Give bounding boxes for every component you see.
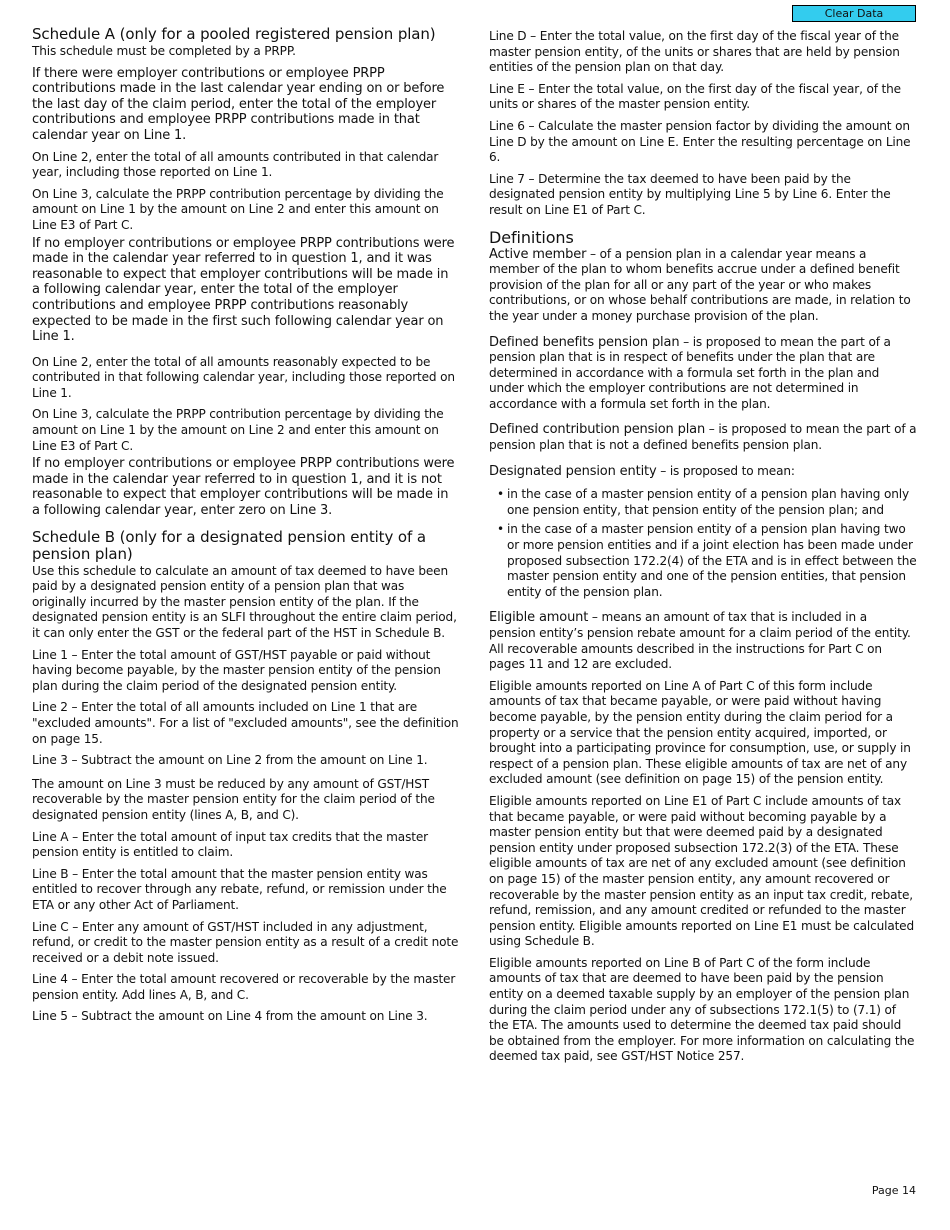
eligible-amount-paragraph: Eligible amounts reported on Line B of Part C of the form include amounts of tax that are deemed to have been paid by the pension entity on a deemed taxable supply by an employer of the pension plan during the claim period under any of subsections 172.1(5) to (7.1) of the ETA. The amounts used to determine the deemed tax paid should be obtained from the employer. For more information on calculating the deemed tax paid, see GST/HST Notice 257. bbox=[489, 955, 915, 1064]
definition-active-member bbox=[489, 247, 917, 325]
definition-text: – is proposed to mean the part of a pension plan that is not a defined benefits pension plan. bbox=[489, 422, 917, 453]
schedule-b-line-4: Line 4 – Enter the total amount recovered or recoverable by the master pension entity. Add lines A, B, and C. bbox=[32, 972, 456, 1002]
list-item-text: in the case of a master pension entity of a pension plan having two or more pension entities and if a joint election has been made under proposed subsection 172.2(4) of the ETA and is in effect between the master pension entity and one of the pension entities, that pension entity of the pension plan. bbox=[507, 522, 917, 599]
schedule-b-line-3-note: The amount on Line 3 must be reduced by any amount of GST/HST recoverable by the master pension entity for the claim period of the designated pension entity (lines A, B, and C). bbox=[32, 776, 435, 822]
schedule-a-paragraph: If no employer contributions or employee PRPP contributions were made in the calendar year referred to in question 1, and it is not reasonable to expect that employer contributions will be made in a following calendar year, enter zero on Line 3. bbox=[32, 456, 455, 519]
list-item bbox=[497, 522, 917, 600]
schedule-b-line-d: Line D – Enter the total value, on the first day of the fiscal year of the master pension entity, of the units or shares that are held by pension entities of the pension plan on that day. bbox=[489, 29, 900, 75]
schedule-a-paragraph: If no employer contributions or employee PRPP contributions were made in the calendar year referred to in question 1, and it was reasonable to expect that employer contributions will be made in a following calendar year, enter the total of the employer contributions and employee PRPP contributions reasonably expected to be made in the first such following calendar year on Line 1. bbox=[32, 235, 455, 345]
right-column bbox=[489, 26, 917, 1071]
clear-data-button[interactable]: Clear Data bbox=[792, 5, 916, 22]
schedule-a-paragraph: On Line 3, calculate the PRPP contribution percentage by dividing the amount on Line 1 by the amount on Line 2 and enter this amount on Line E3 of Part C. bbox=[32, 186, 444, 232]
eligible-amount-paragraph: Eligible amounts reported on Line E1 of Part C include amounts of tax that became payable, or were paid without becoming payable by a master pension entity but that were deemed paid by a designated pension entity under proposed subsection 172.2(3) of the ETA. These eligible amounts of tax are net of any excluded amount (see definition on page 15) of the master pension entity, any amount recovered or recoverable by the master pension entity as an input tax credit, rebate, refund, remission, and any amount credited or refunded to the master pension entity. Eligible amounts reported on Line E1 must be calculated using Schedule B. bbox=[489, 793, 914, 949]
schedule-a-intro: This schedule must be completed by a PRPP. bbox=[32, 44, 296, 58]
bullet-icon: • bbox=[497, 522, 504, 537]
definition-text: – is proposed to mean: bbox=[656, 463, 795, 478]
schedule-b-line-1: Line 1 – Enter the total amount of GST/HST payable or paid without having become payable, by the master pension entity of the pension plan during the claim period of the designated pension entity. bbox=[32, 647, 441, 693]
definition-text: – means an amount of tax that is included in a pension entity’s pension rebate amount for a claim period of the entity. All recoverable amounts described in the instructions for Part C on pages 11 and 12 are excluded. bbox=[489, 610, 911, 672]
schedule-a-paragraph: On Line 2, enter the total of all amounts reasonably expected to be contributed in that following calendar year, including those reported on Line 1. bbox=[32, 354, 455, 400]
designated-bullet-list bbox=[489, 487, 917, 600]
definition-term: Eligible amount bbox=[489, 610, 589, 626]
schedule-a-paragraph: On Line 3, calculate the PRPP contribution percentage by dividing the amount on Line 1 by the amount on Line 2 and enter this amount on Line E3 of Part C. bbox=[32, 407, 444, 453]
definition-term: Active member bbox=[489, 246, 587, 262]
list-item bbox=[497, 487, 917, 518]
definition-term: Defined benefits pension plan bbox=[489, 334, 680, 350]
left-column bbox=[32, 26, 460, 1031]
schedule-a-paragraph: On Line 2, enter the total of all amounts contributed in that calendar year, including those reported on Line 1. bbox=[32, 149, 439, 180]
definition-defined-contribution bbox=[489, 422, 917, 453]
schedule-b-line-c: Line C – Enter any amount of GST/HST included in any adjustment, refund, or credit to the master pension entity as a result of a credit note received or a debit note issued. bbox=[32, 919, 459, 965]
schedule-a-paragraph: If there were employer contributions or employee PRPP contributions made in the last calendar year ending on or before the last day of the claim period, enter the total of the employer contributions and employee PRPP contributions made in that calendar year on Line 1. bbox=[32, 65, 445, 143]
schedule-b-line-3: Line 3 – Subtract the amount on Line 2 from the amount on Line 1. bbox=[32, 753, 428, 768]
schedule-b-title: Schedule B (only for a designated pension entity of a pension plan) bbox=[32, 527, 426, 563]
eligible-amount-paragraph: Eligible amounts reported on Line A of Part C of this form include amounts of tax that became payable, or were paid without having become payable, by the pension entity during the claim period for a property or a service that the pension entity acquired, imported, or brought into a participating province for consumption, use, or supply in respect of a pension plan. These eligible amounts of tax are net of any excluded amount (see definition on page 15) of the pension entity. bbox=[489, 678, 911, 787]
definitions-title: Definitions bbox=[489, 227, 574, 247]
schedule-b-line-b: Line B – Enter the total amount that the master pension entity was entitled to recover through any rebate, refund, or remission under the ETA or any other Act of Parliament. bbox=[32, 866, 447, 912]
definition-term: Defined contribution pension plan bbox=[489, 422, 706, 438]
page-number: Page 14 bbox=[871, 1184, 916, 1197]
bullet-icon: • bbox=[497, 487, 504, 502]
schedule-b-line-2: Line 2 – Enter the total of all amounts included on Line 1 that are "excluded amounts". For a list of "excluded amounts", see the definition on page 15. bbox=[32, 700, 459, 746]
schedule-b-line-e: Line E – Enter the total value, on the first day of the fiscal year, of the units or shares of the master pension entity. bbox=[489, 81, 901, 112]
definition-term: Designated pension entity bbox=[489, 463, 657, 479]
definition-eligible-amount bbox=[489, 610, 917, 672]
schedule-b-line-6: Line 6 – Calculate the master pension factor by dividing the amount on Line D by the amount on Line E. Enter the resulting percentage on Line 6. bbox=[489, 118, 911, 165]
schedule-b-line-5: Line 5 – Subtract the amount on Line 4 from the amount on Line 3. bbox=[32, 1009, 428, 1024]
schedule-b-line-a: Line A – Enter the total amount of input tax credits that the master pension entity is entitled to claim. bbox=[32, 829, 428, 860]
definition-text: – is proposed to mean the part of a pension plan that is in respect of benefits under the plan that are determined in accordance with a formula set forth in the plan and under which the employer contributions are not determined in accordance with a formula set forth in the plan. bbox=[489, 334, 891, 411]
schedule-b-intro: Use this schedule to calculate an amount of tax deemed to have been paid by a designated pension entity of a pension plan that was originally incurred by the master pension entity of the plan. If the designated pension entity is an SLFI throughout the entire claim period, it can only enter the GST or the federal part of the HST in Schedule B. bbox=[32, 563, 457, 640]
definition-text: – of a pension plan in a calendar year means a member of the plan to whom benefits accrue under a defined benefit provision of the plan for all or any part of the year or who makes contributions, or on whose behalf contributions are made, in relation to the year under a money purchase provision of the plan. bbox=[489, 246, 911, 323]
definition-defined-benefits bbox=[489, 335, 917, 413]
schedule-b-line-7: Line 7 – Determine the tax deemed to have been paid by the designated pension entity by multiplying Line 5 by Line 6. Enter the result on Line E1 of Part C. bbox=[489, 171, 891, 217]
list-item-text: in the case of a master pension entity of a pension plan having only one pension entity, that pension entity of the pension plan; and bbox=[507, 487, 909, 517]
definition-designated-pension-entity bbox=[489, 464, 917, 480]
schedule-a-title: Schedule A (only for a pooled registered pension plan) bbox=[32, 25, 436, 43]
